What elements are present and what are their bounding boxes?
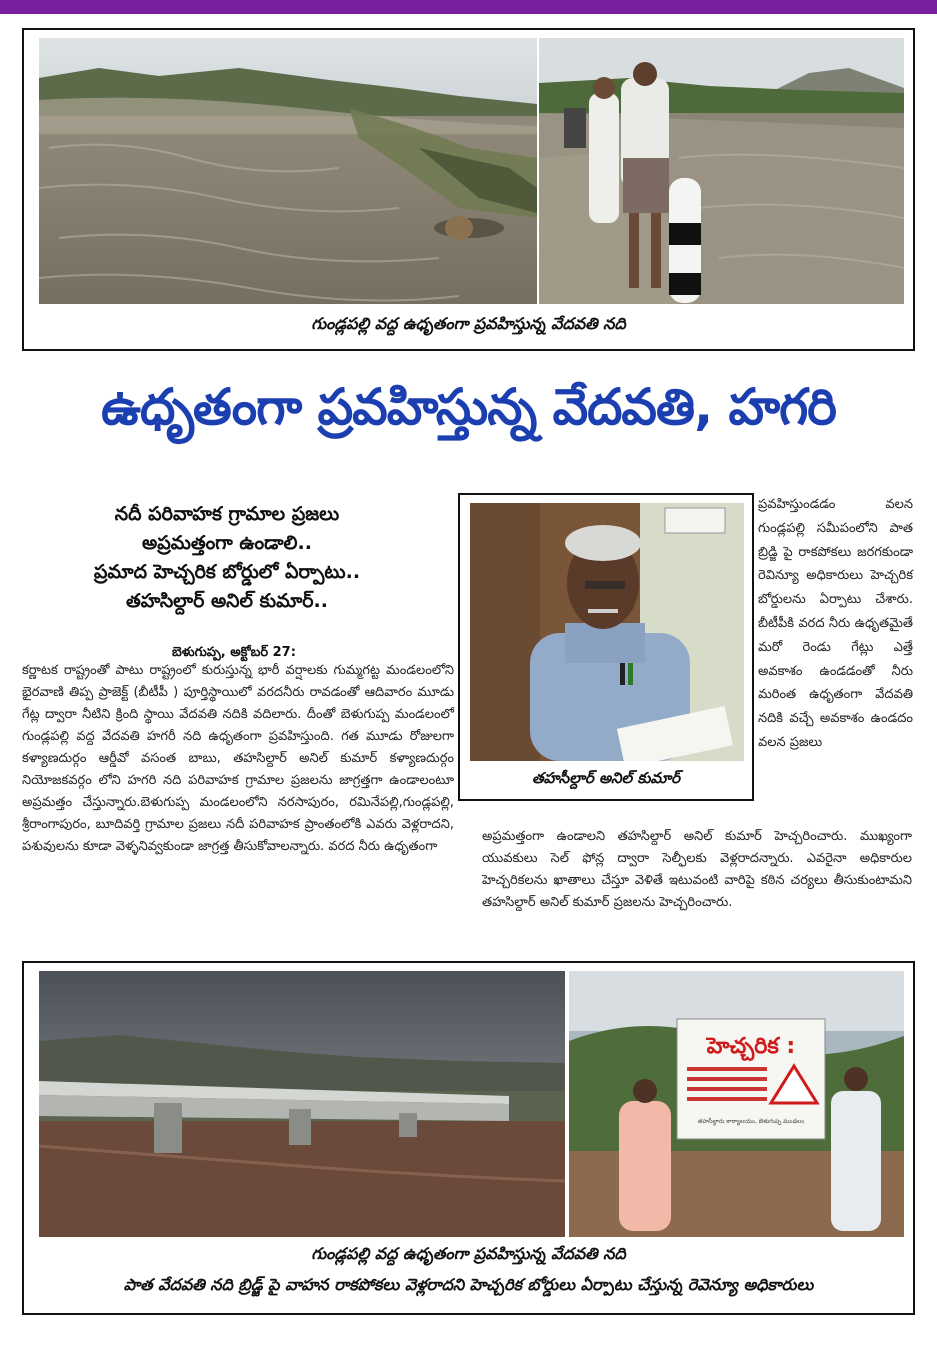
- bottom-photo-frame: [22, 961, 915, 1315]
- top-photo-frame: [22, 28, 915, 351]
- men-at-riverbank-photo: [539, 38, 904, 304]
- sign-heading: హెచ్చరిక :: [706, 1034, 796, 1059]
- sign-footer: తహసీల్దారు కార్యాలయం, బెళుగుప్ప మండలం: [697, 1118, 805, 1125]
- headline: ఉధృతంగా ప్రవహిస్తున్న వేదవతి, హగరి: [101, 378, 836, 436]
- dateline: బెళుగుప్ప, అక్టోబర్ 27:: [172, 645, 296, 660]
- tahsildar-portrait-photo: [470, 503, 744, 761]
- top-photo-caption: గుండ్లపల్లి వద్ద ఉధృతంగా ప్రవహిస్తున్న వేదవతి నది: [311, 314, 626, 333]
- warning-sign-photo: [569, 971, 904, 1237]
- top-color-bar: [0, 0, 937, 14]
- subheading-line: అప్రమత్తంగా ఉండాలి..: [142, 532, 312, 554]
- bottom-photo-caption-line1: గుండ్లపల్లి వద్ద ఉధృతంగా ప్రవహిస్తున్న వేదవతి నది: [311, 1244, 626, 1263]
- bridge-flood-photo: [39, 971, 565, 1237]
- article-below-portrait: అప్రమత్తంగా ఉండాలని తహసిల్దార్ అనిల్ కుమార్ హెచ్చరించారు. ముఖ్యంగా యువకులు సెల్ ఫోన్ల ద్వారా సెల్ఫీలకు వెళ్లరాదన్నారు. ఎవరైనా అధికారుల హెచ్చరికలను ఖాతాలు చేస్తూ వెళితే ఇటువంటి వారిపై కఠిన చర్యలు తీసుకుంటామని తహసిల్దార్ అనిల్ కుమార్ ప్రజలను హెచ్చరించారు.: [482, 829, 912, 910]
- portrait-caption: తహసీల్దార్ అనిల్ కుమార్: [531, 769, 681, 787]
- article-right-column: ప్రవహిస్తుండడం వలన గుండ్లపల్లి సమీపంలోని పాత బ్రిడ్జి పై రాకపోకలు జరగకుండా రెవిన్యూ అధికారులు హెచ్చరిక బోర్డులను ఏర్పాటు చేశారు. బీటీపీకి వరద నీరు ఉధృతమైతే మరో రెండు గేట్లు ఎత్తే అవకాశం ఉండడంతో నీరు మరింత ఉధృతంగా వేదవతి నదికి వచ్చే అవకాశం ఉండదం వలన ప్రజలు: [758, 497, 913, 750]
- river-flood-photo: [39, 38, 537, 304]
- subheading-block: [22, 500, 432, 616]
- subheading-line: నదీ పరివాహక గ్రామాల ప్రజలు: [114, 503, 340, 525]
- article-left-column: కర్ణాటక రాష్ట్రంతో పాటు రాష్ట్రంలో కురుస్తున్న భారీ వర్షాలకు గుమ్మగట్ట మండలంలోని భైరవాణి తిప్ప ప్రాజెక్ట్ (బీటీపీ ) పూర్తిస్థాయిలో వరదనీరు రావడంతో ఆదివారం మూడు గేట్ల ద్వారా నీటిని క్రింది స్థాయి వేదవతి నదికి వదిలారు. దీంతో బెళుగుప్ప మండలంలో గుండ్లపల్లి వద్ద వేదవతి హగరీ నది ఉధృతంగా ప్రవహిస్తుంది. గత మూడు రోజులగా కళ్యాణదుర్గం ఆర్డీవో వసంత బాబు, తహసిల్దార్ అనిల్ కుమార్ కళ్యాణదుర్గం నియోజకవర్గం లోని హగరి నది పరివాహక గ్రామాల ప్రజలను జాగ్రత్తగా ఉండాలంటూ అప్రమత్తం చేస్తున్నారు.బెళుగుప్ప మండలంలోని నరసాపురం, రమినేపల్లి,గుండ్లపల్లి, శ్రీరాంగాపురం, బూదివర్తి గ్రామాల ప్రజలు నదీ పరివాహక ప్రాంతంలోకి ఎవరు వెళ్లరాదని, పశువులను కూడా వెళ్ళనివ్వకుండా జాగ్రత్త తీసుకోవాలన్నారు. వరద నీరు ఉధృతంగా: [22, 663, 454, 854]
- subheading-line: తహసిల్దార్ అనిల్ కుమార్..: [126, 590, 328, 612]
- portrait-frame: [458, 493, 754, 801]
- subheading-line: ప్రమాద హెచ్చరిక బోర్డులో ఏర్పాటు..: [93, 561, 361, 583]
- bottom-photo-caption-line2: పాత వేదవతి నది బ్రిడ్జ్ పై వాహన రాకపోకలు వెళ్లరాదని హెచ్చరిక బోర్డులు ఏర్పాటు చేస్తున్న రెవెన్యూ అధికారులు: [123, 1275, 814, 1294]
